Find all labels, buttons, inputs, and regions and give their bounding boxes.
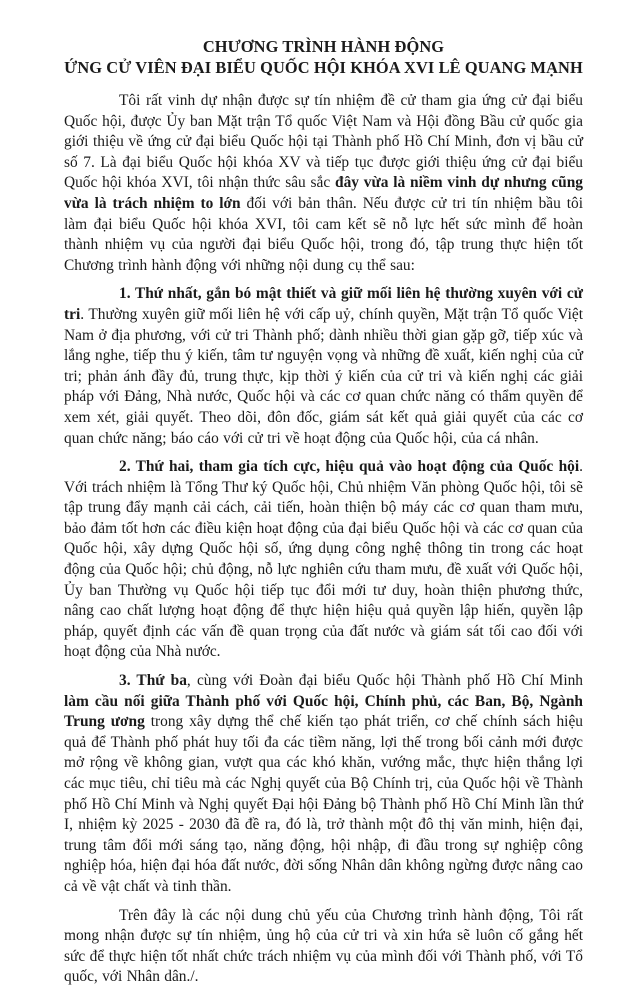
text-run: . Thường xuyên giữ mối liên hệ với cấp uỷ, chính quyền, Mặt trận Tổ quốc Việt Nam ở địa phương, với cử tri Thành phố; dành nhiều thời gian gặp gỡ, tiếp xúc và lắng nghe, tiếp thu ý kiến, tâm tư nguyện vọng và những đề xuất, kiến nghị của cử tri; phản ánh đầy đủ, trung thực, kịp thời ý kiến của cử tri và kiến nghị các giải pháp với Đảng, Nhà nước, Quốc hội và các cơ quan chức năng có thẩm quyền để xem xét, giải quyết. Theo dõi, đôn đốc, giám sát kết quả giải quyết của các cơ quan chức năng; báo cáo với cử tri về hoạt động của Quốc hội, của cá nhân. <box>64 305 583 447</box>
paragraph <box>64 457 583 663</box>
text-run: Trên đây là các nội dung chủ yếu của Chương trình hành động, Tôi rất mong nhận được sự tín nhiệm, ủng hộ của cử tri và xin hứa sẽ luôn cố gắng hết sức để thực hiện tốt nhất chức trách nhiệm vụ của mình đối với Thành phố, với Tổ quốc, với Nhân dân./. <box>64 906 583 986</box>
text-run-bold: 2. Thứ hai, tham gia tích cực, hiệu quả vào hoạt động của Quốc hội <box>119 458 580 476</box>
text-run: đối với bản thân. Nếu được cử tri tín nhiệm bầu tôi làm đại biểu Quốc hội khóa XVI, tôi cam kết sẽ nỗ lực hết sức mình để hoàn thành nhiệm vụ của người đại biểu Quốc hội, trong đó, tập trung thực hiện tốt Chương trình hành động với những nội dung cụ thể sau: <box>64 194 583 274</box>
text-run-bold: đây vừa là niềm vinh dự nhưng cũng vừa là trách nhiệm to lớn <box>64 174 583 212</box>
text-run-bold: 1. Thứ nhất, gắn bó mật thiết và giữ mối liên hệ thường xuyên với cử tri <box>64 285 583 323</box>
document-title <box>64 37 583 78</box>
paragraph <box>64 906 583 988</box>
paragraph <box>64 284 583 449</box>
text-run-bold: 3. Thứ ba <box>119 672 187 690</box>
text-run-bold: làm cầu nối giữa Thành phố với Quốc hội, Chính phủ, các Ban, Bộ, Ngành Trung ương <box>64 692 583 731</box>
text-run: , cùng với Đoàn đại biểu Quốc hội Thành phố Hồ Chí Minh <box>186 672 583 690</box>
text-run: . Với trách nhiệm là Tổng Thư ký Quốc hội, Chủ nhiệm Văn phòng Quốc hội, tôi sẽ tập trung đẩy mạnh cải cách, cải tiến, hoàn thiện bộ máy các cơ quan tham mưu, bảo đảm tốt hơn các điều kiện hoạt động của đại biểu Quốc hội và các cơ quan của Quốc hội, xây dựng Quốc hội số, ứng dụng công nghệ thông tin trong các hoạt động của Quốc hội; chủ động, nỗ lực nghiên cứu tham mưu, đề xuất với Quốc hội, Ủy ban Thường vụ Quốc hội tiếp tục đổi mới tư duy, hoàn thiện phương thức, nâng cao chất lượng hoạt động để thực hiện hiệu quả quyền lập hiến, quyền lập pháp, quyết định các vấn đề quan trọng của đất nước và giám sát tối cao đối với hoạt động của Nhà nước. <box>64 458 583 661</box>
paragraph <box>64 91 583 276</box>
document-title-line-1: CHƯƠNG TRÌNH HÀNH ĐỘNG <box>202 37 445 56</box>
document-body <box>64 91 583 988</box>
text-run: Tôi rất vinh dự nhận được sự tín nhiệm đề cử tham gia ứng cử đại biểu Quốc hội, được Ủy ban Mặt trận Tổ quốc Việt Nam và Hội đồng Bầu cử quốc gia giới thiệu về ứng cử đại biểu Quốc hội tại Thành phố Hồ Chí Minh, đơn vị bầu cử số 7. Là đại biểu Quốc hội khóa XV và tiếp tục được giới thiệu ứng cử đại biểu Quốc hội khóa XVI, tôi nhận thức sâu sắc <box>64 92 583 192</box>
text-run: trong xây dựng thể chế kiến tạo phát triển, cơ chế chính sách hiệu quả để Thành phố phát huy tối đa các tiềm năng, lợi thế trong bối cảnh mới được mở rộng về không gian, vượt qua các khó khăn, vướng mắc, thực hiện thắng lợi các mục tiêu, chỉ tiêu mà các Nghị quyết của Bộ Chính trị, của Quốc hội về Thành phố Hồ Chí Minh và Nghị quyết Đại hội Đảng bộ Thành phố Hồ Chí Minh lần thứ I, nhiệm kỳ 2025 - 2030 đã đề ra, đó là, trở thành một đô thị văn minh, hiện đại, trung tâm đổi mới sáng tạo, năng động, hội nhập, đi đầu trong sự nghiệp công nghiệp hóa, hiện đại hóa đất nước, đời sống Nhân dân không ngừng được nâng cao cả về vật chất và tinh thần. <box>64 713 583 895</box>
document-title-line-2: ỨNG CỬ VIÊN ĐẠI BIỂU QUỐC HỘI KHÓA XVI LÊ QUANG MẠNH <box>64 57 583 77</box>
paragraph <box>64 671 583 898</box>
